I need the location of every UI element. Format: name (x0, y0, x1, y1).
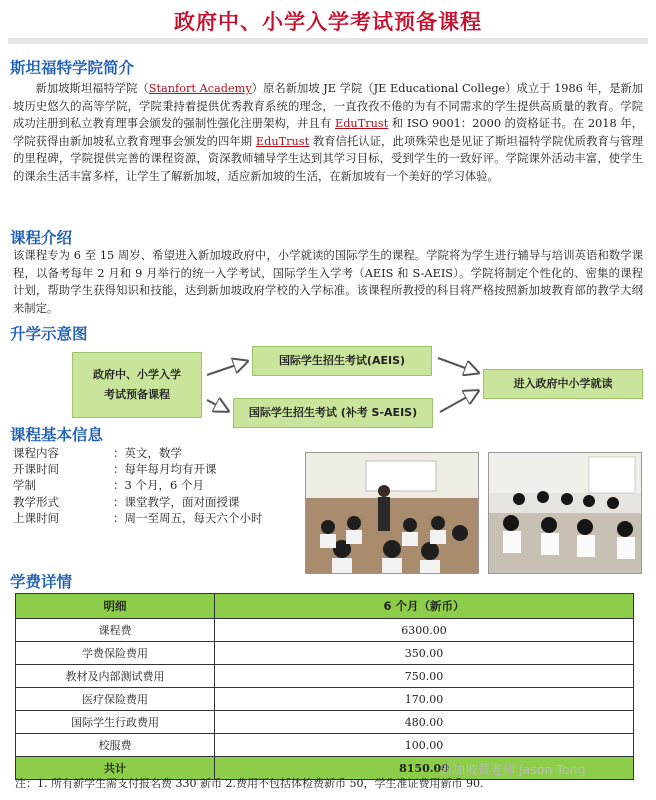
info-row: 上课时间 ：周一至周五，每天六个小时 (13, 510, 263, 525)
course-paragraph: 该课程专为 6 至 15 周岁、希望进入新加坡政府中，小学就读的国际学生的课程。学院将为学生进行辅导与培训英语和数学课程，以备考每年 2 月和 9 月举行的统一入学考试，国际学生入学考（AEIS 和 S-AEIS）。学院将制定个性化的、密集的课程计划，帮助学生获得知识和技能，达到新加坡政府学校的入学标准。该课程所教授的科目将严格按照新加坡教育部的教学大纲来制定。 (13, 249, 643, 315)
arrow-saeis-to-end (440, 392, 476, 412)
table-row: 国际学生行政费用 480.00 (16, 711, 634, 734)
fee-table (15, 593, 634, 780)
info-row: 开课时间 ：每年每月均有开课 (13, 462, 217, 477)
info-row: 学制 ：3 个月，6 个月 (13, 478, 204, 493)
flow-start-line2: 考试预备课程 (104, 388, 170, 401)
classroom-photo-1 (305, 452, 479, 574)
footnote: 注：1. 所有新学生需支付报名费 330 新币 2.费用不包括体检费新币 50，学生准证费用新币 90. (15, 777, 484, 790)
section-heading-path: 升学示意图 (10, 325, 88, 343)
flow-saeis-box: 国际学生招生考试 (补考 S-AEIS) (233, 398, 433, 428)
table-row: 校服费 100.00 (16, 734, 634, 757)
section-heading-course: 课程介绍 (10, 229, 73, 247)
section-heading-intro: 斯坦福特学院简介 (10, 59, 135, 77)
flow-start-line1: 政府中、小学入学 (93, 368, 181, 381)
fee-table-header (16, 594, 634, 619)
page-title: 政府中、小学入学考试预备课程 (174, 9, 482, 34)
table-row: 课程费 6300.00 (16, 619, 634, 642)
arrow-start-to-saeis (207, 400, 226, 410)
info-row: 教学形式 ：课堂教学，面对面授课 (13, 494, 240, 509)
arrow-start-to-aeis (207, 362, 245, 375)
arrow-aeis-to-end (438, 358, 476, 372)
table-row: 学费保险费用 350.00 (16, 642, 634, 665)
section-heading-fees: 学费详情 (10, 573, 73, 591)
edutrust-link-2[interactable]: EduTrust (255, 134, 310, 148)
flow-aeis-box: 国际学生招生考试(AEIS) (252, 346, 432, 376)
stanfort-link[interactable]: Stanfort Academy (148, 82, 252, 95)
fee-col-item: 明细 (16, 594, 215, 619)
basic-info-list (13, 445, 263, 526)
table-row: 教材及内部测试费用 750.00 (16, 665, 634, 688)
title-divider (8, 38, 648, 44)
info-row: 课程内容 ：英文，数学 (13, 446, 182, 460)
edutrust-link-1[interactable]: EduTrust (334, 117, 389, 131)
fee-total-row: 共计 8150.00 (16, 757, 634, 780)
table-row: 医疗保险费用 170.00 (16, 688, 634, 711)
classroom-photo-2 (488, 452, 642, 574)
watermark: 新加坡黄老师 Jason Tong (440, 762, 586, 777)
intro-paragraph: 新加坡斯坦福特学院（Stanfort Academy）原名新加坡 JE 学院（JE Educational College）成立于 1986 年，是新加坡历史悠久的高等学院，学院秉持着提供优秀教育系统的理念，一直孜孜不倦的为有不同需求的学生提供高质量的教育。学院成功注册到私立教育理事会颁发的强制性强化注册架构，并且有 EduTrust 和 ISO 9001：2000 的资格证书。在 2018 年，学院获得由新加坡私立教育理事会颁发的四年期 EduTrust 教育信托认证，此项殊荣也是见证了斯坦福特学院优质教育与管理的里程碑，学院提供完善的课程资源，资深教师辅导学生达到其学习目标，受到学生的一致好评。学院课外活动丰富，使学生的课余生活丰富多样，让学生了解新加坡，适应新加坡的生活，在新加坡有一个美好的学习体验。 (13, 82, 643, 183)
flow-end-box: 进入政府中小学就读 (483, 369, 643, 399)
fee-col-amount: 6 个月（新币） (215, 594, 634, 619)
section-heading-basic: 课程基本信息 (10, 426, 104, 444)
